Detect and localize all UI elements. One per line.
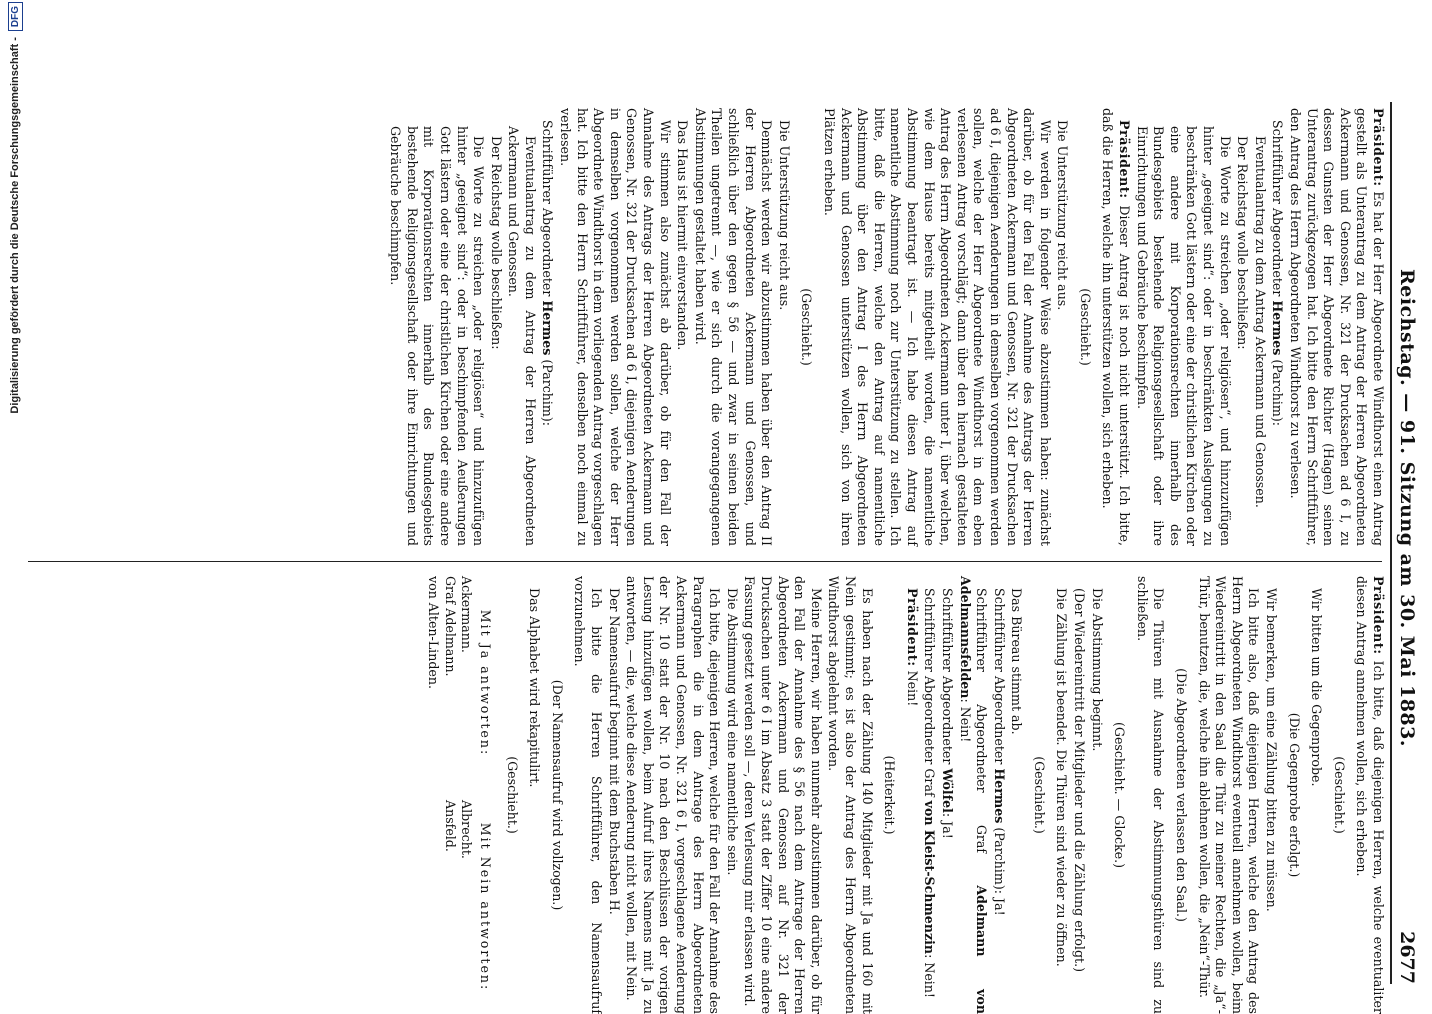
credit-text: Digitalisierung gefördert durch die Deutsche Forschungsgemeinschaft - xyxy=(9,37,21,414)
paragraph: Eventualantrag zu dem Antrag Ackermann und Genossen. xyxy=(1252,136,1268,508)
list-item: Ansfeld. xyxy=(442,800,458,852)
role-label: Schriftführer Abgeordneter Graf xyxy=(974,588,990,886)
speaker-name: Adelmann von Adelmannsfelden xyxy=(957,576,990,1014)
no-vote-list xyxy=(425,800,493,1014)
paragraph: (Der Wiedereintritt der Mitglieder und die Zählung erfolgt.) xyxy=(1072,588,1088,972)
paragraph: Die Thüren mit Ausnahme der Abstimmungsthüren sind zu schließen. xyxy=(1134,576,1167,1014)
paragraph: Eventualantrag zu dem Antrag der Herren Abgeordneten Ackermann und Genossen. xyxy=(506,126,538,546)
paragraph: Die Worte zu streichen „oder religiösen“, und hinzuzufügen hinter „geeignet sind“: oder in beschränkten Auslegungen zu beschränken Gott lästern oder eine der christlichen Kirchen oder eine andere mit Korporationsrechten innerhalb des Bundesgebiets bestehende Religionsgesellschaft oder ihre Einrichtungen und Gebräuche beschimpfen. xyxy=(1134,126,1233,546)
paragraph xyxy=(1269,108,1286,546)
paragraph: Wir werden in folgender Weise abzustimmen haben: zunächst darüber, ob für den Fall der Annahme des Antrags der Herren Abgeordneten Ackermann und Genossen, Nr. 321 der Drucksachen ad 6 I, diejenigen Aenderungen in demselben vorgenommen werden sollen, welche der Herr Abgeordnete Windthorst in dem eben verlesenen Antrag vorschlägt; dann über den hiernach gestalteten Antrag des Herrn Abgeordneten Ackermann unter I, über welchen, wie dem Hause bereits mitgetheilt worden, die namentliche Abstimmung beantragt ist. — Ich habe diesen Antrag auf namentliche Abstimmung noch zur Unterstützung zu stellen. Ich bitte, daß die Herren, welche den Antrag auf namentliche Abstimmung über den Antrag I des Herrn Abgeordneten Ackermann und Genossen unterstützen wollen, sich von ihren Plätzen erheben. xyxy=(822,108,1053,546)
paragraph: Ich bitte also, daß diejenigen Herren, welche den Antrag des Herrn Abgeordneten Windthorst eventuell annehmen wollen, beim Wiedereintritt in den Saal die Thür zu meiner Rechten, die „Ja“-Thür, benutzen, die, welche ihn ablehnen wollen, die „Nein“-Thür. xyxy=(1196,576,1262,1014)
stage-direction: (Geschieht.) xyxy=(504,756,520,834)
vote-text: : Nein! xyxy=(957,698,973,743)
paragraph: Die Unterstützung reicht aus. xyxy=(1055,120,1071,311)
paragraph: Es haben nach der Zählung 140 Mitglieder mit Ja und 160 mit Nein gestimmt; es ist also der Antrag des Herrn Abgeordneten Windthorst abgelehnt worden. xyxy=(826,576,875,1014)
stage-direction: (Geschieht.) xyxy=(1031,756,1047,834)
vote-text: : Nein! xyxy=(922,954,938,998)
paragraph xyxy=(990,576,1007,1014)
role-label: Schriftführer Abgeordneter xyxy=(991,588,1007,769)
paragraph xyxy=(1353,576,1386,1014)
paragraph: Die Abstimmung wird eine namentliche sein. xyxy=(724,588,740,876)
paragraph: Das Alphabet wird rekapitulirt. xyxy=(527,588,543,788)
paragraph: Der Namensaufruf beginnt mit dem Buchstaben H. xyxy=(606,588,622,915)
speaker-name: von Kleist-Schmenzin xyxy=(922,800,938,955)
list-item: Albrecht. xyxy=(459,800,475,859)
right-column xyxy=(425,576,1386,1014)
left-column xyxy=(386,108,1386,546)
paragraph: Die Abstimmung beginnt. xyxy=(1089,588,1105,752)
speaker-label: Präsident: xyxy=(904,588,920,667)
paragraph xyxy=(921,576,938,1014)
speech-text: Nein! xyxy=(904,666,920,707)
paragraph xyxy=(1286,108,1386,546)
speech-text: Ich bitte, daß diejenigen Herren, welche eventualiter diesen Antrag annehmen wollen, sich erheben. xyxy=(1354,576,1386,1014)
speaker-name: Hermes xyxy=(991,768,1007,824)
speaker-label: Präsident: xyxy=(1371,108,1386,187)
paragraph xyxy=(1099,108,1132,546)
paragraph: Wir bemerken, um eine Zählung bitten zu müssen. xyxy=(1264,588,1280,912)
column-divider xyxy=(28,561,1382,562)
vote-text: (Parchim): Ja! xyxy=(991,823,1007,916)
speaker-name: Hermes xyxy=(1270,300,1286,356)
paragraph: Demnächst werden wir abzustimmen haben über den Antrag II der Herren Abgeordneten Ackermann und Genossen, und schließlich über den gegen § 56 — und zwar in seinen beiden Theilen ungetrennt —, wie er sich durch die vorangegangenen Abstimmungen gestaltet haben wird. xyxy=(692,108,775,546)
speech-text: Dieser Antrag ist noch nicht unterstützt. Ich bitte, daß die Herren, welche ihn unterstützen wollen, sich erheben. xyxy=(1100,108,1133,546)
paragraph: Ich bitte die Herren Schriftführer, den Namensaufruf vorzunehmen. xyxy=(572,576,605,1014)
paragraph xyxy=(956,576,989,1014)
yes-vote-list xyxy=(425,576,493,790)
speaker-name: Wölfel xyxy=(939,768,955,813)
paragraph xyxy=(903,576,920,1014)
role-label: Schriftführer Abgeordneter xyxy=(1270,120,1286,301)
stage-direction: (Geschieht.) xyxy=(799,288,815,366)
speaker-place: (Parchim): xyxy=(540,355,556,427)
paragraph: Der Reichstag wolle beschließen: xyxy=(488,136,504,350)
list-item: von Alten-Linden. xyxy=(426,576,442,689)
paragraph: Meine Herren, wir haben nunmehr abzustimmen darüber, ob für den Fall der Annahme des § 56 nach dem Antrage der Herren Abgeordneten Ackermann und Genossen auf Nr. 321 der Drucksachen unter 6 I im Absatz 3 statt der Ziffer 10 eine andere Fassung gesetzt werden soll —, deren Verlesung mir erlassen wird. xyxy=(742,576,824,1014)
stage-direction: (Der Namensaufruf wird vollzogen.) xyxy=(549,679,565,911)
vote-lists xyxy=(425,576,493,1014)
paragraph: Das Haus ist hiermit einverstanden. xyxy=(675,120,691,351)
paragraph xyxy=(539,108,556,546)
dfg-logo-icon: DFG xyxy=(8,2,23,31)
paragraph: Die Unterstützung reicht aus. xyxy=(776,120,792,311)
stage-direction: (Geschieht. — Glocke.) xyxy=(1112,721,1128,869)
paragraph: Der Reichstag wolle beschließen: xyxy=(1235,136,1251,350)
speaker-label: Präsident: xyxy=(1117,120,1133,199)
speaker-place: (Parchim): xyxy=(1270,355,1286,427)
page-title: Reichstag. — 91. Sitzung am 30. Mai 1883. xyxy=(1396,269,1418,747)
paragraph: Die Zählung ist beendet. Die Thüren sind wieder zu öffnen. xyxy=(1054,588,1070,967)
stage-direction: (Geschieht.) xyxy=(1331,756,1347,834)
speaker-label: Präsident: xyxy=(1371,576,1386,655)
no-vote-heading: Mit Nein antworten: xyxy=(478,822,494,992)
page-header xyxy=(1390,102,1422,984)
role-label: Schriftführer Abgeordneter Graf xyxy=(922,588,938,801)
list-item: Graf Adelmann. xyxy=(442,576,458,677)
paragraph: Wir bitten um die Gegenprobe. xyxy=(1309,588,1325,787)
stage-direction: (Geschieht.) xyxy=(1077,288,1093,366)
role-label: Schriftführer Abgeordneter xyxy=(540,120,556,301)
stage-direction: (Heiterkeit.) xyxy=(882,755,898,835)
role-label: Schriftführer Abgeordneter xyxy=(939,588,955,769)
stage-direction: (Die Abgeordneten verlassen den Saal.) xyxy=(1174,668,1190,922)
yes-vote-heading: Mit Ja antworten: xyxy=(478,609,494,757)
speaker-name: Hermes xyxy=(540,300,556,356)
page-number: 2677 xyxy=(1396,931,1418,984)
paragraph: Die Worte zu streichen „oder religiösen“ und hinzuzufügen hinter „geeignet sind“: oder in beschimpfenden Aeußerungen Gott lästern oder eine der christlichen Kirchen oder eine andere mit Korporationsrechten innerhalb des Bundesgebiets bestehende Religionsgesellschaft oder ihre Einrichtungen und Gebräuche beschimpfen. xyxy=(388,126,487,546)
paragraph: Das Büreau stimmt ab. xyxy=(1009,588,1025,735)
paragraph xyxy=(938,576,955,1014)
vote-text: : Ja! xyxy=(939,812,955,839)
speech-text: Es hat der Herr Abgeordnete Windthorst einen Antrag gestellt als Unterantrag zu dem Antrag der Herren Abgeordneten Ackermann und Genossen, Nr. 321 der Drucksachen ad 6 I, zu dessen Gunsten der Herr Abgeordnete Richter (Hagen) seinen Unterantrag zurückgezogen hat. Ich bitte den Herrn Schriftführer, den Antrag des Herrn Abgeordneten Windthorst zu verlesen. xyxy=(1288,108,1386,546)
paragraph: Ich bitte, diejenigen Herren, welche für den Fall der Annahme des Paragraphen die in dem Antrage des Herrn Abgeordneten Ackermann und Genossen, Nr. 321 6 I, vorgeschlagene Aenderung der Nr. 10 statt der Nr. 10 nach den Beschlüssen der vorigen Lesung hinzufügen wollen, beim Aufruf ihres Namens mit Ja zu antworten, — die, welche diese Aenderung nicht wollen, mit Nein. xyxy=(624,576,723,1014)
list-item: Ackermann. xyxy=(459,576,475,653)
stage-direction: (Die Gegenprobe erfolgt.) xyxy=(1286,712,1302,878)
paragraph: Wir stimmen also zunächst ab darüber, ob für den Fall der Annahme des Antrags der Herren Abgeordneten Ackermann und Genossen, Nr. 321 der Drucksachen ad 6 I, diejenigen Aenderungen in demselben vorgenommen werden sollen, welche der Herr Abgeordnete Windthorst in dem vorliegenden Antrag vorgeschlagen hat. Ich bitte den Herrn Schriftführer, denselben noch einmal zu verlesen. xyxy=(558,108,673,546)
